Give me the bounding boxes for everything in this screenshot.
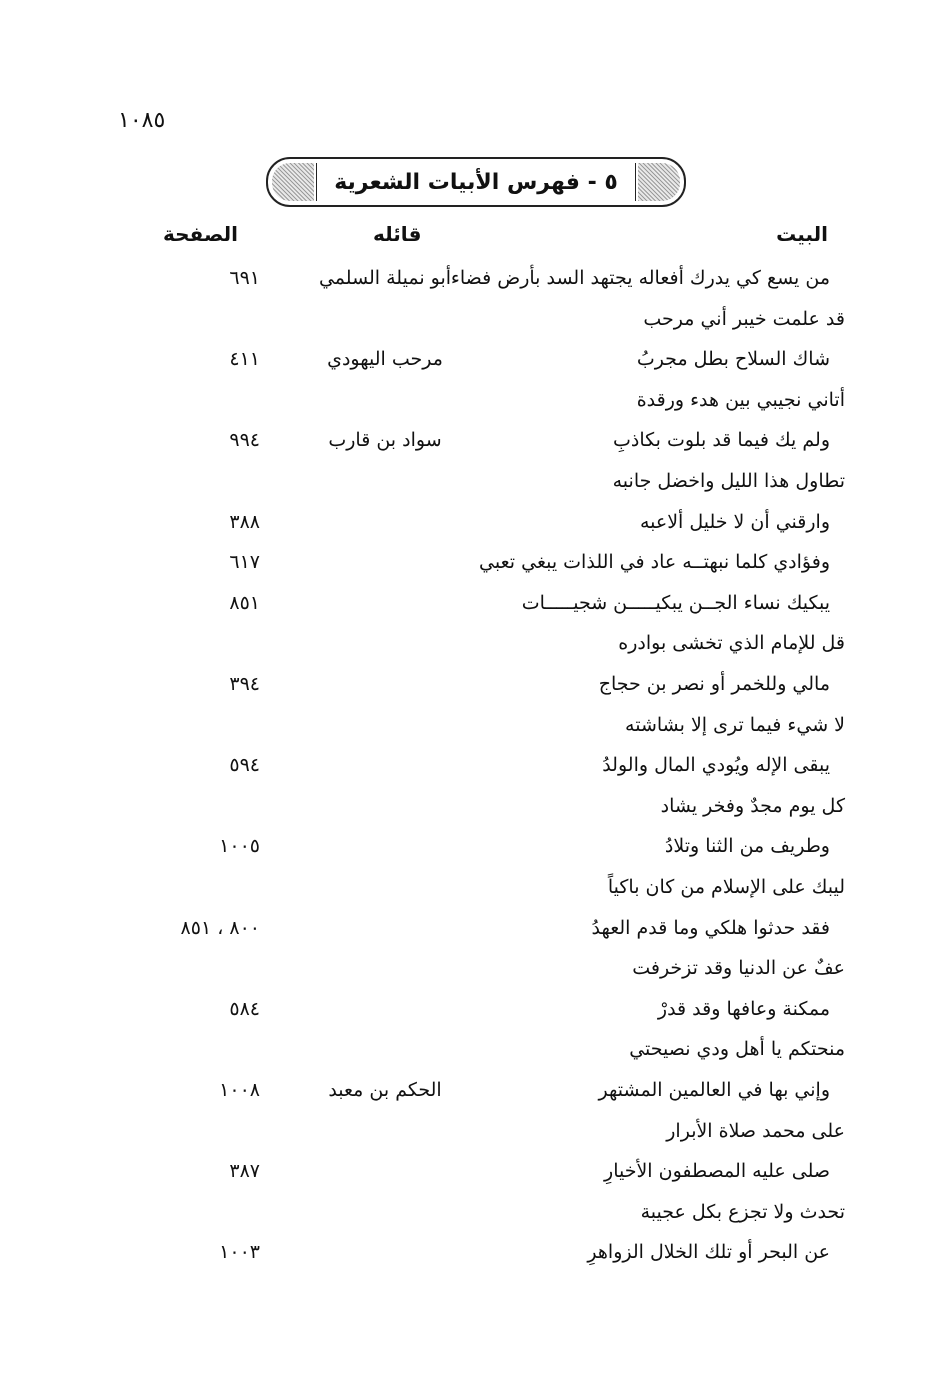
verse-text: فقد حدثوا هلكي وما قدم العهدُ	[591, 917, 830, 939]
index-row	[0, 339, 940, 379]
page-reference: ٣٨٨	[229, 511, 260, 533]
verse-text: تحدث ولا تجزع بكل عجيبة	[640, 1201, 845, 1223]
page-reference: ٩٩٤	[229, 429, 260, 451]
verse-text: منحتكم يا أهل ودي نصيحتي	[629, 1038, 845, 1060]
index-row	[0, 1232, 940, 1272]
page-reference: ١٠٠٥	[219, 835, 260, 857]
verse-text: ليبك على الإسلام من كان باكياً	[607, 876, 845, 898]
page-reference: ٨٠٠ ، ٨٥١	[180, 917, 260, 939]
page-reference: ٥٩٤	[229, 754, 260, 776]
index-row	[0, 867, 940, 907]
page-reference: ١٠٠٣	[219, 1241, 260, 1263]
index-row	[0, 1111, 940, 1151]
page-reference: ٤١١	[229, 348, 260, 370]
index-row	[0, 461, 940, 501]
index-row	[0, 623, 940, 663]
verse-text: لا شيء فيما ترى إلا بشاشته	[625, 714, 845, 736]
page-reference: ٨٥١	[229, 592, 260, 614]
verse-text: مالي وللخمر أو نصر بن حجاج	[598, 673, 830, 695]
page-reference: ٣٨٧	[229, 1160, 260, 1182]
verse-text: ولم يك فيما قد بلوت بكاذبِ	[613, 429, 830, 451]
verse-text: كل يوم مجدٌ وفخر يشاد	[660, 795, 845, 817]
page-reference: ٦١٧	[229, 551, 260, 573]
index-row	[0, 299, 940, 339]
poet-name: مرحب اليهودي	[327, 348, 443, 370]
index-row	[0, 258, 940, 298]
page-reference: ٣٩٤	[229, 673, 260, 695]
verse-text: صلى عليه المصطفون الأخيارِ	[604, 1160, 830, 1182]
section-title-frame	[266, 157, 686, 207]
index-row	[0, 1029, 940, 1069]
index-row	[0, 948, 940, 988]
index-row	[0, 705, 940, 745]
index-row	[0, 908, 940, 948]
verse-text: عن البحر أو تلك الخلال الزواهرِ	[587, 1241, 830, 1263]
index-row	[0, 380, 940, 420]
verse-text: وإني بها في العالمين المشتهر	[598, 1079, 830, 1101]
index-row	[0, 786, 940, 826]
verse-text: على محمد صلاة الأبرار	[666, 1120, 845, 1142]
page-reference: ١٠٠٨	[219, 1079, 260, 1101]
column-header-page: الصفحة	[163, 222, 239, 246]
verse-text: يبكيك نساء الجــن يبكيـــــن شجيـــــات	[521, 592, 830, 614]
column-header-poet: قائله	[373, 222, 422, 246]
verse-text: من يسع كي يدرك أفعاله يجتهد السد بأرض فضاء	[450, 267, 830, 289]
index-row	[0, 1192, 940, 1232]
verse-text: يبقى الإله ويُودي المال والولدُ	[602, 754, 830, 776]
page-reference: ٦٩١	[229, 267, 260, 289]
verse-text: تطاول هذا الليل واخضل جانبه	[612, 470, 845, 492]
index-row	[0, 989, 940, 1029]
index-row	[0, 745, 940, 785]
index-row	[0, 1151, 940, 1191]
verse-text: قل للإمام الذي تخشى بوادره	[618, 632, 845, 654]
page-number: ١٠٨٥	[118, 108, 166, 133]
poet-name: أبو نميلة السلمي	[318, 267, 452, 289]
verse-text: وفؤادي كلما نبهتــه عاد في اللذات يبغي تعبي	[479, 551, 830, 573]
column-header-verse: البيت	[776, 222, 828, 246]
section-title: ٥ - فهرس الأبيات الشعرية	[316, 163, 636, 201]
index-row	[0, 1070, 940, 1110]
verse-text: وارقني أن لا خليل ألاعبه	[639, 511, 830, 533]
verse-text: أتاني نجيبي بين هدء ورقدة	[636, 389, 845, 411]
poet-name: الحكم بن معبد	[328, 1079, 442, 1101]
page-reference: ٥٨٤	[229, 998, 260, 1020]
poet-name: سواد بن قارب	[328, 429, 442, 451]
verse-text: قد علمت خيبر أني مرحب	[643, 308, 845, 330]
verse-text: شاك السلاح بطل مجربُ	[636, 348, 830, 370]
verse-text: ممكنة وعافها وقد قدرْ	[657, 998, 830, 1020]
index-row	[0, 420, 940, 460]
index-row	[0, 664, 940, 704]
index-row	[0, 583, 940, 623]
verse-text: عفٌ عن الدنيا وقد تزخرفت	[632, 957, 845, 979]
index-row	[0, 502, 940, 542]
index-row	[0, 542, 940, 582]
verse-text: وطريف من الثنا وتلادُ	[664, 835, 830, 857]
index-row	[0, 826, 940, 866]
